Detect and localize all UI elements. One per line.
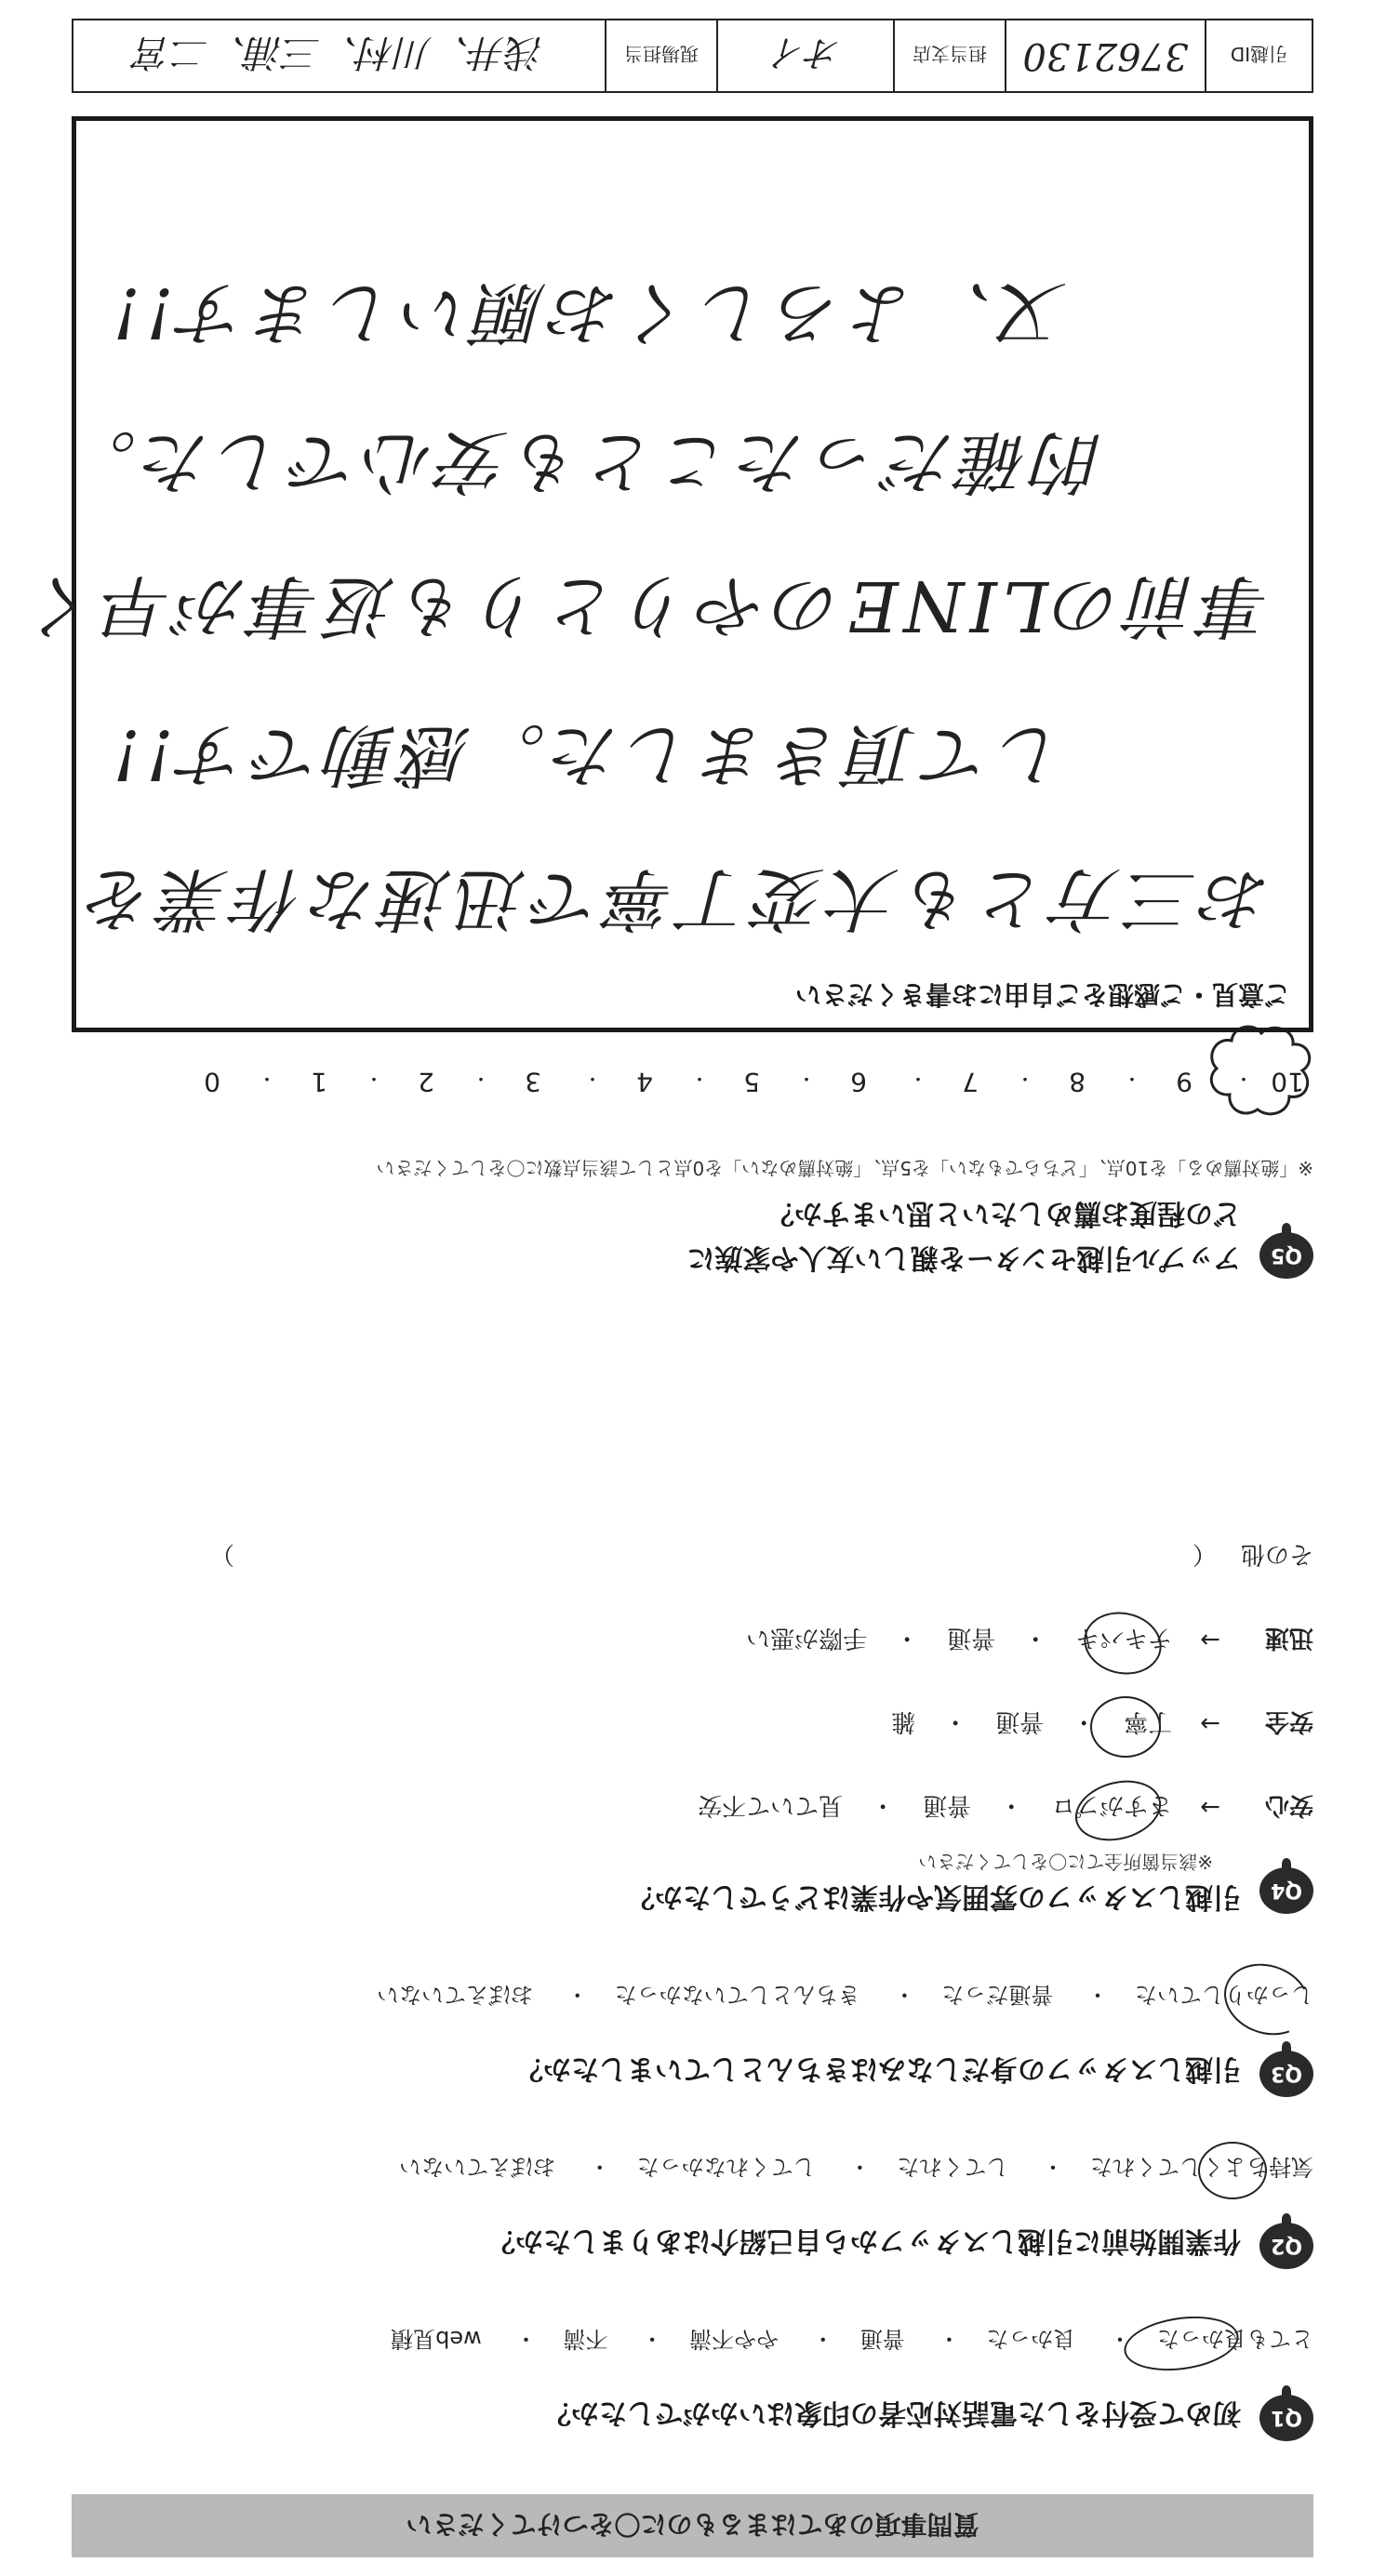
q4-row-anzen: 安全 → 丁寧 ・ 普通 ・ 雑 (891, 1706, 1313, 1741)
branch-label (893, 20, 1005, 91)
q5-score[interactable]: 1 (311, 1067, 327, 1097)
q1-selected-circle (1121, 2310, 1243, 2378)
q3-option[interactable]: しっかりしていた (1135, 1982, 1313, 2008)
q4-category: 安心 (1264, 1791, 1313, 1819)
staff-label-text: 現場担当 (624, 43, 699, 66)
q5-score[interactable]: 8 (1069, 1067, 1086, 1097)
q2-option[interactable]: してくれなかった (636, 2154, 816, 2180)
scale-dot: ・ (472, 1068, 490, 1090)
scale-dot: ・ (797, 1068, 816, 1090)
q3-option[interactable]: おぼえていない (377, 1982, 534, 2008)
arrow-icon: → (1200, 1793, 1220, 1822)
q2-option[interactable]: してくれた (897, 2154, 1009, 2180)
q3-num: Q3 (1271, 2062, 1303, 2086)
q1-option[interactable]: 普通 (859, 2326, 905, 2352)
q4-option[interactable]: 丁寧 (1124, 1707, 1173, 1735)
q2-options: 気持ちよくしてくれた・ してくれた・ してくれなかった・ おぼえていない (399, 2154, 1313, 2180)
q4-badge (1259, 1867, 1313, 1914)
q5-score[interactable]: 2 (418, 1067, 434, 1097)
instructions-banner (72, 2494, 1313, 2557)
q4-option[interactable]: 雑 (891, 1707, 916, 1735)
comment-line: 的確だったことも安心でした。 (62, 421, 1104, 501)
q2-badge (1259, 2223, 1313, 2269)
q1-option[interactable]: とても良かった (1157, 2326, 1313, 2352)
scale-dot: ・ (258, 1068, 276, 1090)
header-table (72, 19, 1313, 93)
branch-label-text: 担当支店 (913, 43, 987, 66)
q2-option[interactable]: おぼえていない (399, 2154, 556, 2180)
comment-line: して頂きました。感動です!! (107, 714, 1067, 794)
q1-question: 初めて受付をした電話対応者の印象はいかがでしたか？ (543, 2397, 1241, 2429)
comment-line: 又、よろしくお願いします!! (107, 272, 1067, 352)
move-id-label (1205, 20, 1312, 91)
q1-option[interactable]: 良かった (986, 2326, 1076, 2352)
q4-option[interactable]: 普通 (995, 1707, 1045, 1735)
scale-dot: ・ (1123, 1068, 1141, 1090)
q4-anzen-selected-circle (1090, 1696, 1161, 1758)
q5-score[interactable]: 4 (636, 1067, 653, 1097)
q2-question: 作業開始前に引越しスタッフから自己紹介はありましたか？ (487, 2224, 1241, 2257)
scale-dot: ・ (1016, 1068, 1034, 1090)
q4-option[interactable]: 見ていて不安 (698, 1791, 844, 1819)
q5-scale (160, 1051, 1313, 1097)
q2-selected-circle (1198, 2142, 1267, 2199)
q1-option[interactable]: やや不満 (689, 2326, 779, 2352)
q2-option[interactable]: 気持ちよくしてくれた (1090, 2154, 1313, 2180)
q5-score[interactable]: 3 (525, 1067, 541, 1097)
q4-category: 迅速 (1264, 1624, 1313, 1652)
q4-option[interactable]: テキパキ (1075, 1624, 1173, 1652)
q4-note: ※該当箇所全てに〇をしてください (918, 1851, 1213, 1873)
q1-option[interactable]: web見積 (391, 2326, 482, 2352)
q5-badge (1259, 1232, 1313, 1279)
q5-note: ※「絶対薦める」を10点、「どちらでもない」を5点、「絶対薦めない」を0点として該当点数に〇をしてください (376, 1157, 1313, 1179)
instructions-text: 質問事項のあてはまるものに〇をつけてください (406, 2509, 979, 2540)
q3-option[interactable]: きちんとしていなかった (614, 1982, 860, 2008)
q5-question-line2: どの程度お薦めしたいと思いますか？ (766, 1197, 1241, 1229)
q5-question-line1: アップル引越センターを親しい友人や家族に (686, 1242, 1241, 1274)
q5-selected-flower-circle (1202, 1023, 1313, 1121)
q1-option[interactable]: 不満 (563, 2326, 608, 2352)
staff-label (605, 20, 716, 91)
q5-score[interactable]: 7 (962, 1067, 979, 1097)
move-id-value-text: 3762130 (1022, 34, 1189, 77)
staff-value-text: 浅井、川村、三浦、二宮 (134, 31, 544, 74)
arrow-icon: → (1200, 1709, 1220, 1738)
q4-other-label: その他 (1240, 1540, 1313, 1568)
comment-line: お三方とも大変丁寧で迅速な作業を (81, 858, 1272, 938)
move-id-value (1005, 20, 1205, 91)
q3-question: 引越しスタッフの身だしなみはきちんとしていましたか？ (515, 2052, 1241, 2085)
comment-title: ご意見・ご感想をご自由にお書きください (794, 979, 1290, 1010)
arrow-icon: → (1200, 1626, 1220, 1654)
q3-option[interactable]: 普通だった (941, 1982, 1054, 2008)
q2-num: Q2 (1271, 2234, 1303, 2258)
q3-options: しっかりしていた・ 普通だった・ きちんとしていなかった・ おぼえていない (377, 1982, 1313, 2008)
q4-anshin-selected-circle (1069, 1772, 1168, 1850)
scale-dot: ・ (690, 1068, 709, 1090)
q5-score[interactable]: 6 (850, 1067, 867, 1097)
scale-dot: ・ (365, 1068, 383, 1090)
q4-other-close: ） (209, 1540, 234, 1568)
q4-num: Q4 (1271, 1879, 1303, 1903)
branch-value (716, 20, 893, 91)
q5-score[interactable]: 0 (204, 1067, 220, 1097)
move-id-label-text: 引越ID (1230, 43, 1288, 66)
scale-dot: ・ (909, 1068, 927, 1090)
q5-score[interactable]: 10 (1271, 1067, 1304, 1097)
q4-other-field[interactable] (234, 1543, 1192, 1571)
q4-option[interactable]: 普通 (947, 1624, 996, 1652)
scale-dot: ・ (1234, 1068, 1253, 1090)
q5-score[interactable]: 5 (743, 1067, 760, 1097)
q4-other (160, 1539, 1313, 1573)
q5-score[interactable]: 9 (1176, 1067, 1192, 1097)
q4-question: 引越しスタッフの雰囲気や作業はどうでしたか？ (627, 1880, 1241, 1913)
q1-options: とても良かった・ 良かった・ 普通・ やや不満・ 不満・ web見積 (391, 2326, 1313, 2352)
q4-row-anshin: 安心 → さすがプロ ・ 普通 ・ 見ていて不安 (698, 1790, 1313, 1825)
q4-other-open: （ (1192, 1540, 1217, 1568)
scale-dot: ・ (583, 1068, 602, 1090)
q4-jinsoku-selected-circle (1078, 1605, 1167, 1681)
q3-selected-circle (1214, 1952, 1320, 2047)
q4-option[interactable]: 手際が悪い (746, 1624, 868, 1652)
branch-value-text: オイ (769, 31, 842, 74)
q1-badge (1259, 2395, 1313, 2441)
q3-badge (1259, 2051, 1313, 2097)
q4-row-jinsoku: 迅速 → テキパキ ・ 普通 ・ 手際が悪い (746, 1623, 1313, 1657)
comment-line: 事前のLINEのやりとりも返事が早く (23, 565, 1272, 645)
q4-option[interactable]: さすがプロ (1051, 1791, 1173, 1819)
staff-value (73, 20, 605, 91)
q5-num: Q5 (1271, 1243, 1303, 1268)
q4-category: 安全 (1264, 1707, 1313, 1735)
comment-box (23, 116, 1313, 1032)
q1-num: Q1 (1271, 2406, 1303, 2430)
q4-option[interactable]: 普通 (923, 1791, 972, 1819)
